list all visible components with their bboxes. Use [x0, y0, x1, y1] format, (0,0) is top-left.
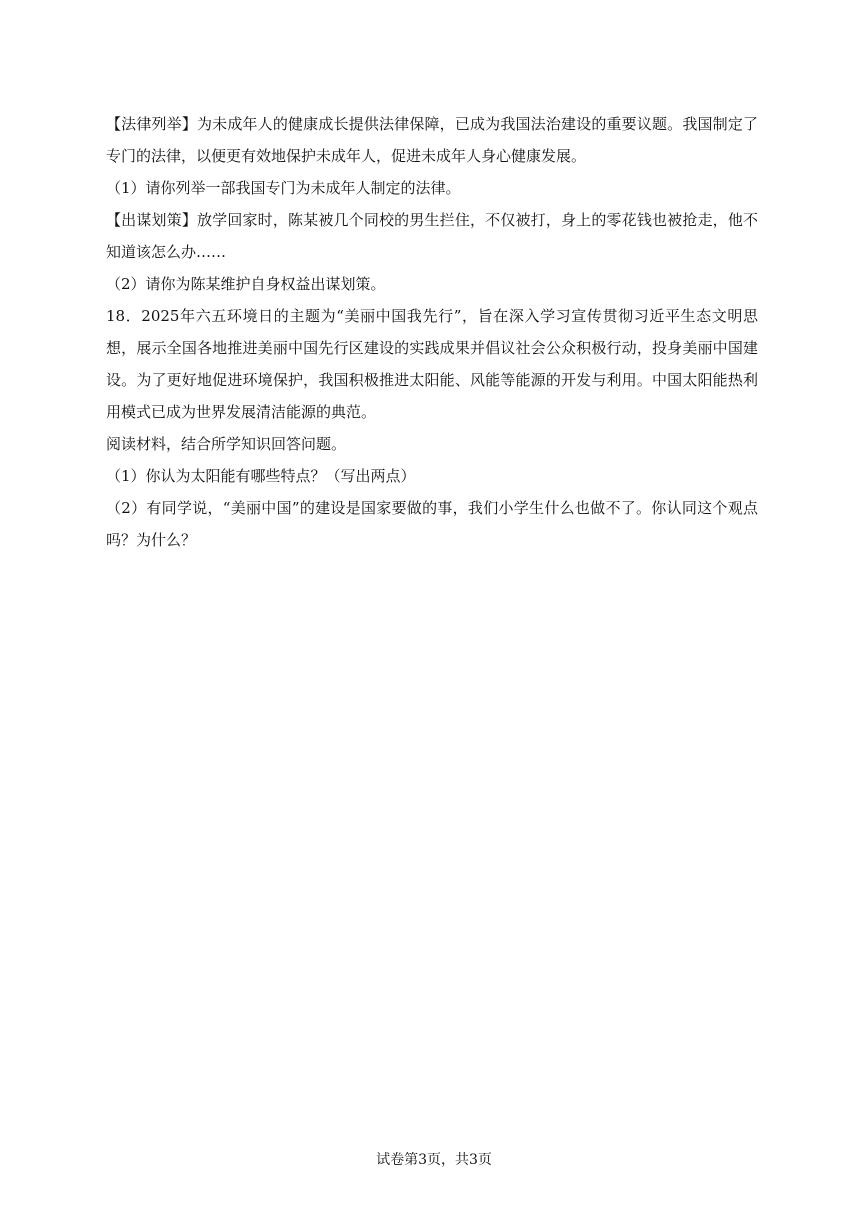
question-17-2: （2）请你为陈某维护自身权益出谋划策。	[106, 275, 386, 293]
advice-intro-paragraph: 【出谋划策】放学回家时，陈某被几个同校的男生拦住，不仅被打，身上的零花钱也被抢走，他不知道该怎么办……	[106, 211, 758, 261]
document-body	[106, 108, 758, 556]
question-18-stem: 18．2025年六五环境日的主题为“美丽中国我先行”，旨在深入学习宣传贯彻习近平生态文明思想，展示全国各地推进美丽中国先行区建设的实践成果并倡议社会公众积极行动，投身美丽中国建设。为了更好地促进环境保护，我国积极推进太阳能、风能等能源的开发与利用。中国太阳能热利用模式已成为世界发展清洁能源的典范。	[106, 307, 758, 421]
law-intro-paragraph: 【法律列举】为未成年人的健康成长提供法律保障，已成为我国法治建设的重要议题。我国制定了专门的法律，以便更有效地保护未成年人，促进未成年人身心健康发展。	[106, 115, 758, 165]
question-18-1: （1）你认为太阳能有哪些特点？（写出两点）	[106, 467, 416, 485]
question-17-1: （1）请你列举一部我国专门为未成年人制定的法律。	[106, 179, 461, 197]
question-18-instruction: 阅读材料，结合所学知识回答问题。	[106, 435, 347, 453]
page-footer: 试卷第3页，共3页	[376, 1152, 492, 1168]
question-18-2: （2）有同学说，“美丽中国”的建设是国家要做的事，我们小学生什么也做不了。你认同这个观点吗？为什么？	[106, 499, 758, 549]
